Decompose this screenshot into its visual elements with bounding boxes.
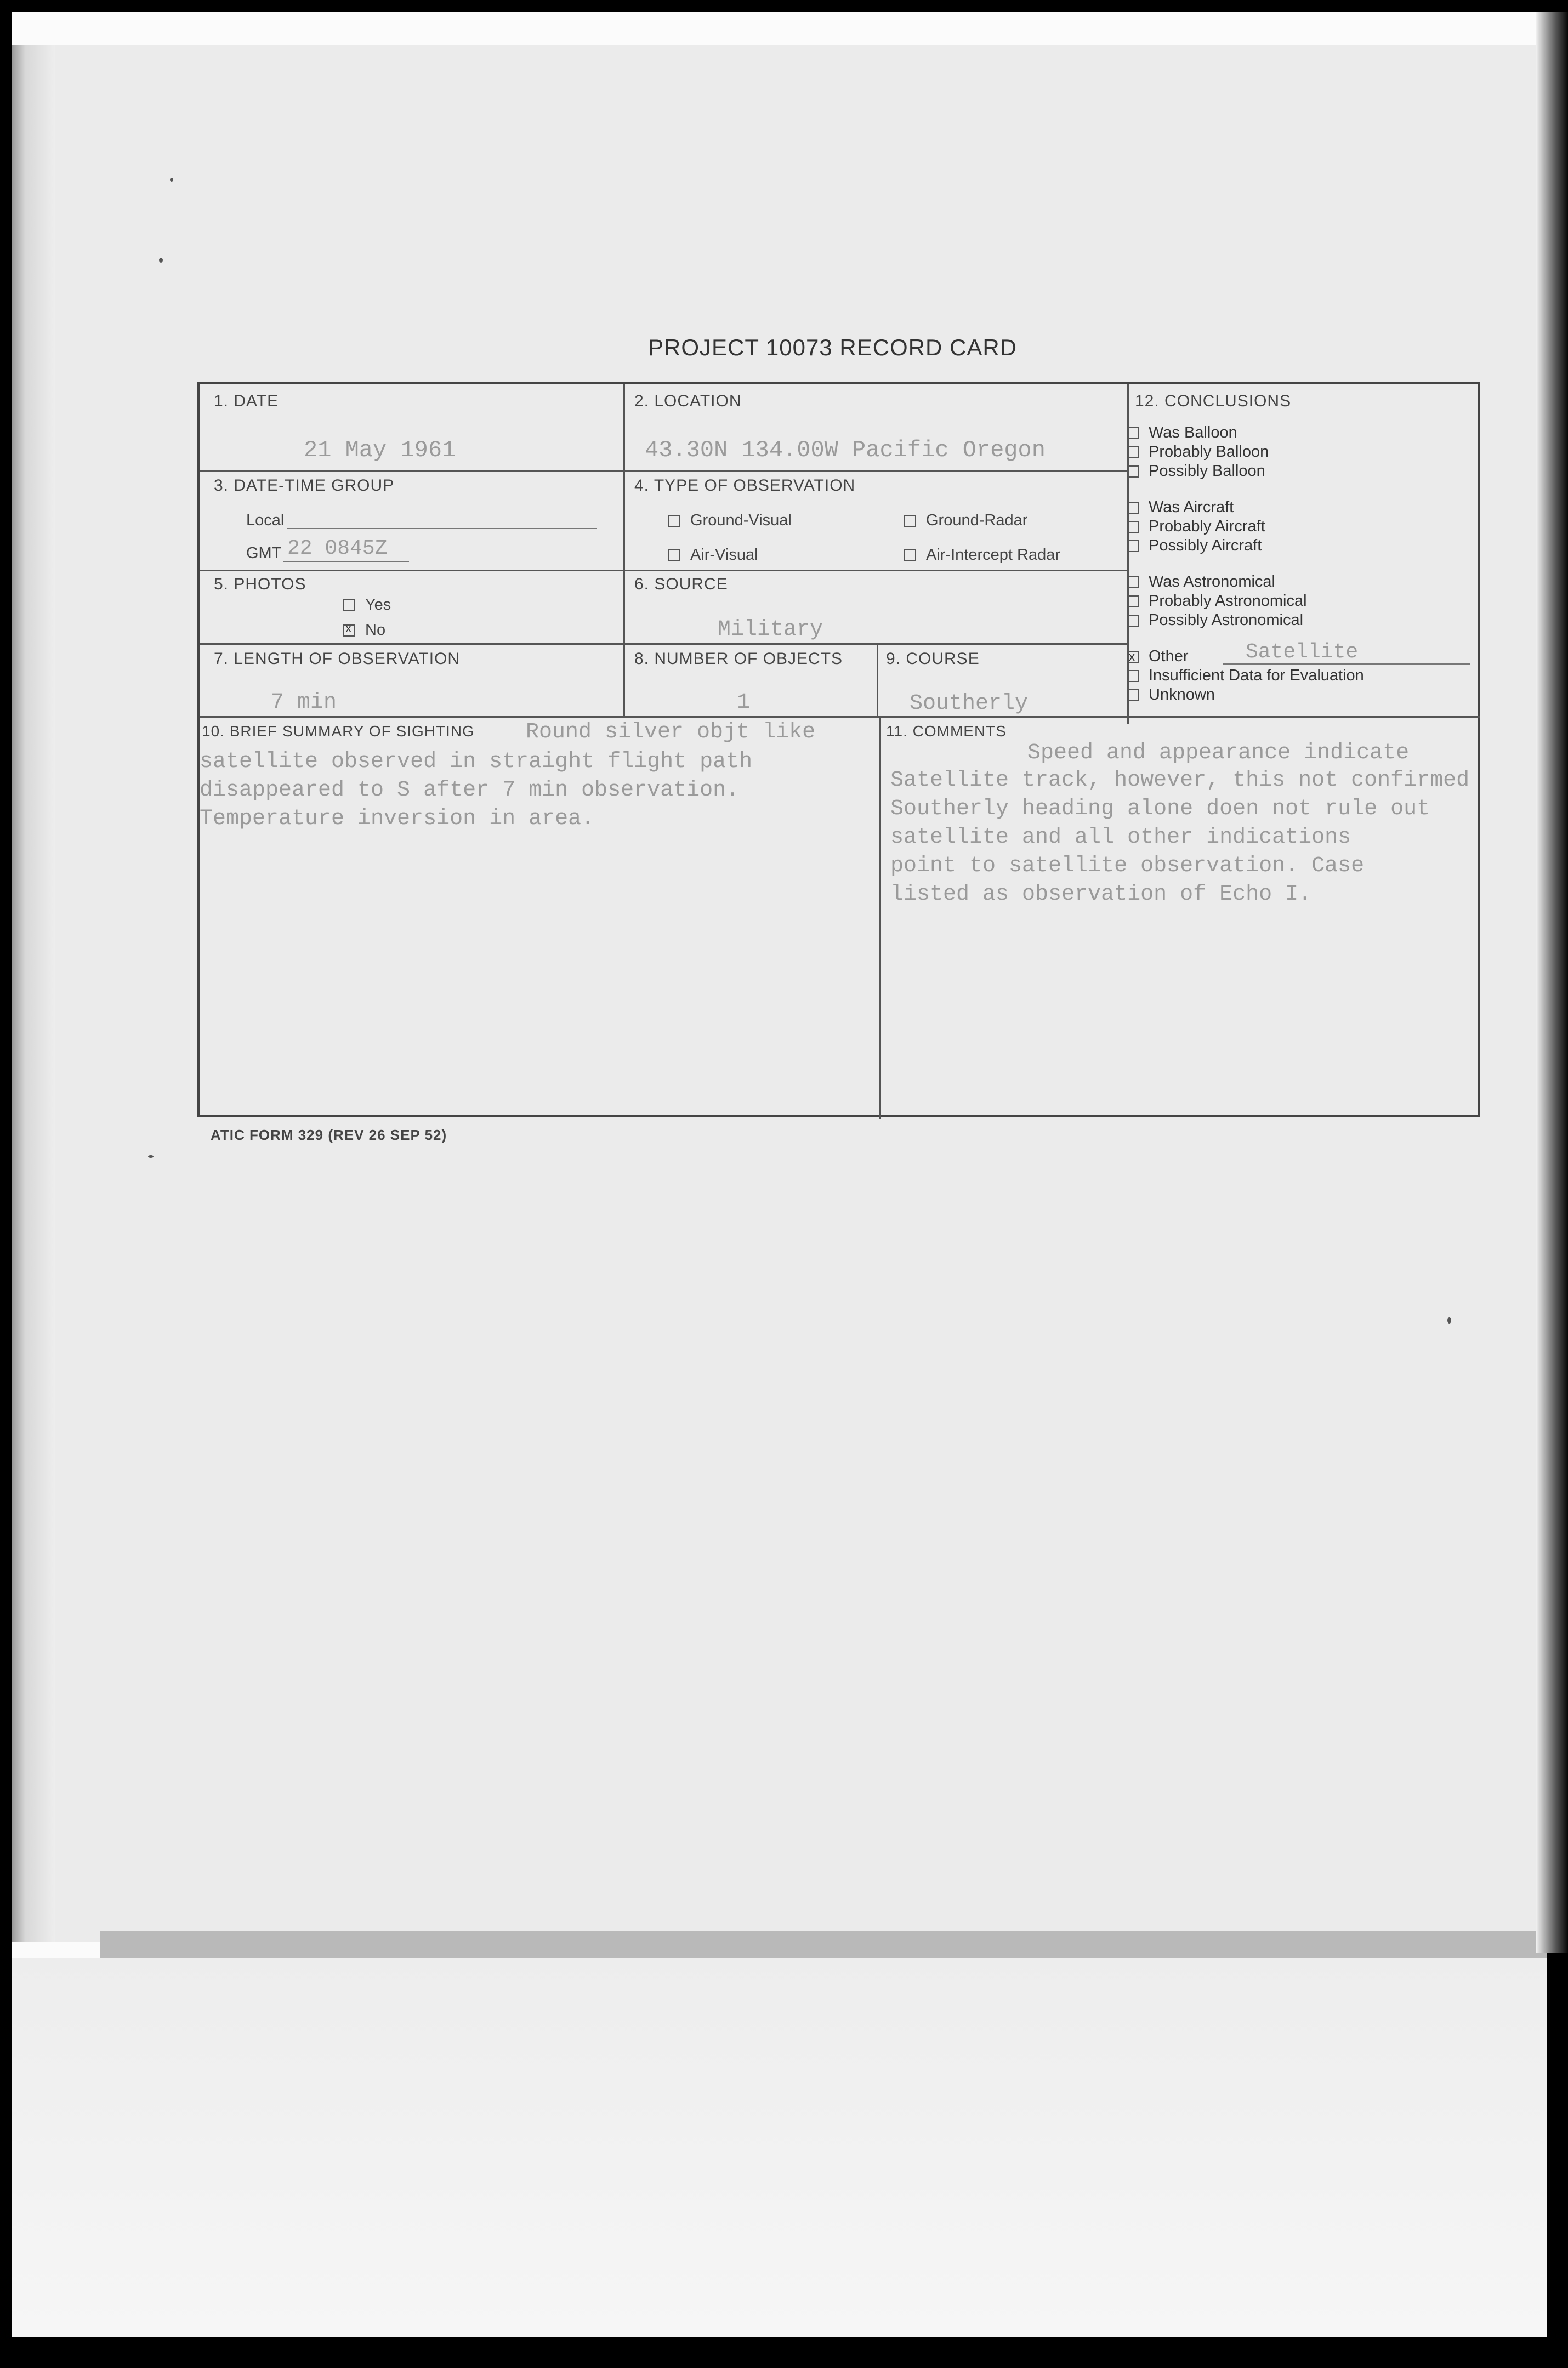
summary-line: disappeared to S after 7 min observation.	[200, 778, 740, 803]
checkbox-checked-icon[interactable]	[1127, 651, 1139, 663]
gmt-value: 22 0845Z	[287, 537, 388, 560]
number-label: 8. NUMBER OF OBJECTS	[634, 650, 843, 668]
option-label: Was Aircraft	[1149, 498, 1234, 516]
backing-area	[12, 1958, 1547, 2337]
checkbox-icon[interactable]	[904, 515, 916, 527]
photos-label: 5. PHOTOS	[214, 575, 306, 593]
checkbox-icon[interactable]	[1127, 465, 1139, 478]
checkbox-icon[interactable]	[1127, 670, 1139, 682]
option-label: Other	[1149, 648, 1189, 665]
checkbox-icon[interactable]	[1127, 689, 1139, 701]
photos-no[interactable]	[343, 621, 385, 639]
length-label: 7. LENGTH OF OBSERVATION	[214, 650, 461, 668]
form-id: ATIC FORM 329 (REV 26 SEP 52)	[211, 1127, 447, 1143]
conclusion-probably-balloon[interactable]	[1127, 442, 1269, 461]
grid-line	[623, 384, 625, 716]
grid-line	[879, 716, 881, 1119]
checkbox-icon[interactable]	[1127, 615, 1139, 627]
conclusion-was-balloon[interactable]	[1127, 423, 1237, 442]
conclusion-unknown[interactable]	[1127, 685, 1215, 704]
comment-line: Satellite track, however, this not confirmed	[890, 768, 1470, 793]
summary-line: satellite observed in straight flight path	[200, 749, 753, 774]
dust-speck	[159, 258, 163, 263]
number-value: 1	[737, 690, 751, 715]
checkbox-icon[interactable]	[668, 549, 680, 561]
option-label: Possibly Astronomical	[1149, 611, 1304, 629]
dust-speck	[1447, 1317, 1451, 1324]
checkbox-icon[interactable]	[904, 549, 916, 561]
checkbox-icon[interactable]	[1127, 521, 1139, 533]
scan-right-edge	[1536, 12, 1568, 1953]
photos-yes[interactable]	[343, 596, 391, 614]
grid-line	[200, 470, 1127, 472]
source-label: 6. SOURCE	[634, 575, 728, 593]
grid-line	[200, 643, 1127, 645]
option-label: Possibly Balloon	[1149, 462, 1265, 480]
checkbox-icon[interactable]	[1127, 595, 1139, 607]
checkbox-checked-icon[interactable]	[343, 624, 355, 637]
grid-line	[200, 570, 1127, 571]
comment-line: point to satellite observation. Case	[890, 854, 1365, 878]
datetime-label: 3. DATE-TIME GROUP	[214, 476, 395, 495]
type-ground-radar[interactable]	[904, 512, 1027, 530]
option-label: Air-Intercept Radar	[926, 546, 1060, 564]
scan-edge-shadow	[12, 45, 56, 1942]
comment-line: Speed and appearance indicate	[1027, 741, 1410, 765]
conclusion-possibly-astronomical[interactable]	[1127, 611, 1303, 629]
conclusion-possibly-balloon[interactable]	[1127, 462, 1265, 480]
comments-label: 11. COMMENTS	[886, 723, 1007, 740]
option-label: No	[365, 621, 386, 639]
comment-line: satellite and all other indications	[890, 825, 1351, 850]
course-label: 9. COURSE	[886, 650, 980, 668]
grid-line	[200, 716, 1480, 718]
local-line	[287, 528, 597, 529]
conclusion-was-aircraft[interactable]	[1127, 498, 1234, 516]
grid-line	[877, 643, 878, 717]
checkbox-icon[interactable]	[343, 599, 355, 611]
gmt-label: GMT	[246, 544, 282, 562]
paper-bottom-edge	[100, 1931, 1547, 1958]
option-label: Probably Astronomical	[1149, 592, 1307, 610]
checkbox-icon[interactable]	[1127, 540, 1139, 552]
option-label: Unknown	[1149, 686, 1215, 703]
length-value: 7 min	[271, 690, 337, 715]
dust-speck	[148, 1155, 154, 1158]
option-label: Yes	[365, 596, 391, 614]
conclusion-insufficient-data[interactable]	[1127, 666, 1364, 685]
option-label: Ground-Visual	[690, 512, 792, 529]
conclusion-was-astronomical[interactable]	[1127, 572, 1275, 591]
conclusion-probably-astronomical[interactable]	[1127, 592, 1307, 610]
option-label: Insufficient Data for Evaluation	[1149, 667, 1364, 684]
option-label: Air-Visual	[690, 546, 758, 564]
checkbox-icon[interactable]	[1127, 576, 1139, 588]
date-label: 1. DATE	[214, 392, 279, 410]
option-label: Was Astronomical	[1149, 573, 1275, 590]
scanned-page	[12, 12, 1547, 2337]
type-air-visual[interactable]	[668, 546, 758, 564]
conclusion-other[interactable]	[1127, 647, 1189, 666]
other-value: Satellite	[1246, 640, 1359, 664]
location-value: 43.30N 134.00W Pacific Oregon	[645, 437, 1046, 463]
option-label: Probably Aircraft	[1149, 518, 1265, 535]
record-card	[197, 382, 1480, 1117]
summary-line: Temperature inversion in area.	[200, 807, 595, 831]
checkbox-icon[interactable]	[1127, 446, 1139, 458]
checkbox-icon[interactable]	[1127, 427, 1139, 439]
course-value: Southerly	[910, 691, 1029, 716]
gmt-line	[283, 561, 409, 562]
type-obs-label: 4. TYPE OF OBSERVATION	[634, 476, 856, 495]
conclusion-probably-aircraft[interactable]	[1127, 517, 1265, 536]
option-label: Probably Balloon	[1149, 443, 1269, 461]
conclusion-possibly-aircraft[interactable]	[1127, 536, 1262, 555]
checkbox-icon[interactable]	[668, 515, 680, 527]
summary-label: 10. BRIEF SUMMARY OF SIGHTING	[202, 723, 475, 740]
location-label: 2. LOCATION	[634, 392, 742, 410]
comment-line: listed as observation of Echo I.	[890, 882, 1312, 907]
conclusions-label: 12. CONCLUSIONS	[1135, 392, 1292, 410]
card-title: PROJECT 10073 RECORD CARD	[648, 334, 1018, 360]
date-value: 21 May 1961	[304, 437, 456, 463]
type-air-intercept-radar[interactable]	[904, 546, 1060, 564]
local-label: Local	[246, 512, 285, 529]
checkbox-icon[interactable]	[1127, 502, 1139, 514]
option-label: Was Balloon	[1149, 424, 1237, 441]
dust-speck	[170, 178, 173, 182]
option-label: Ground-Radar	[926, 512, 1028, 529]
type-ground-visual[interactable]	[668, 512, 792, 530]
summary-line: Round silver objt like	[526, 720, 816, 745]
comment-line: Southerly heading alone doen not rule out	[890, 797, 1430, 821]
option-label: Possibly Aircraft	[1149, 537, 1262, 554]
source-value: Military	[718, 617, 823, 642]
